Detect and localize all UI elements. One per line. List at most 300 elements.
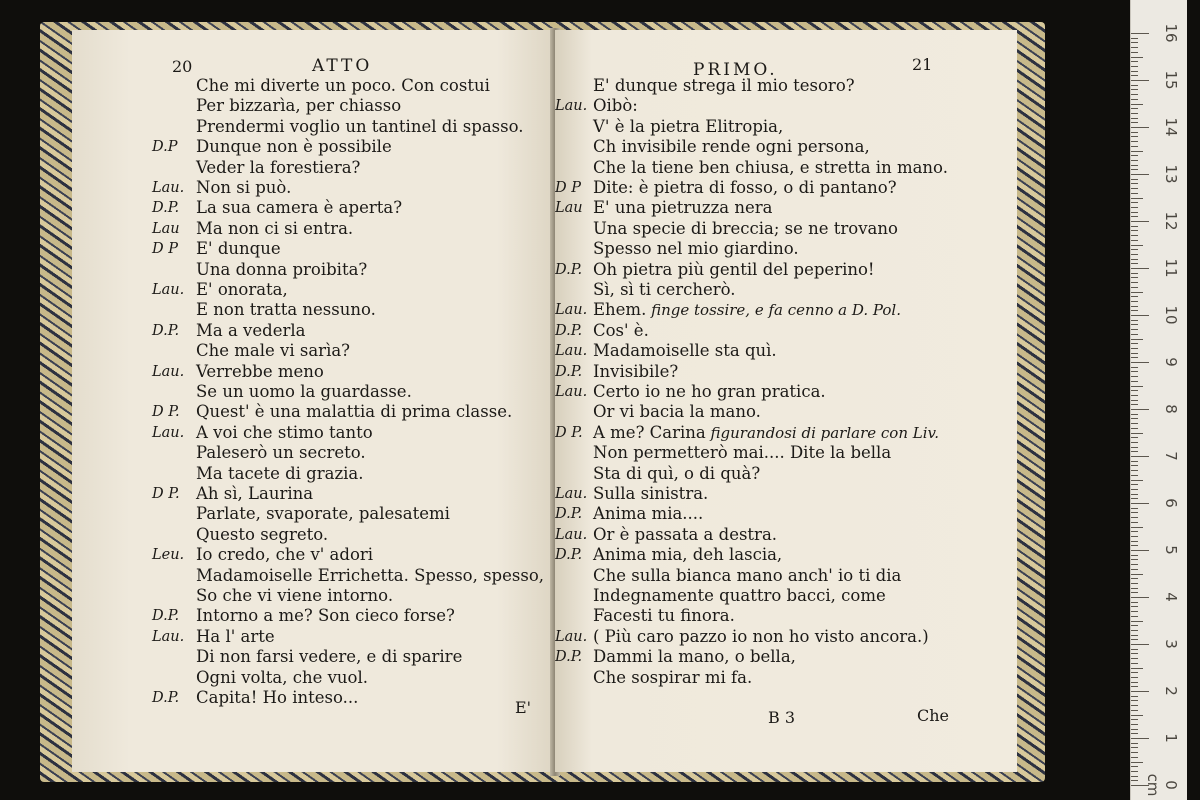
ruler-tick <box>1131 780 1138 781</box>
speaker-label: D P <box>555 180 581 196</box>
text-line <box>555 341 1017 362</box>
speaker-label: Lau. <box>152 628 185 645</box>
ruler-number: 13 <box>1162 164 1180 184</box>
verse-text: E' dunque <box>196 239 281 259</box>
ruler-tick <box>1131 691 1149 692</box>
ruler-tick <box>1131 762 1143 763</box>
ruler-tick <box>1131 230 1138 231</box>
text-line <box>72 586 555 607</box>
text-line <box>555 484 1017 505</box>
ruler-tick <box>1131 146 1138 147</box>
ruler-tick <box>1131 367 1138 368</box>
right-page-number: 21 <box>912 55 933 74</box>
ruler-tick <box>1131 113 1138 114</box>
verse-text: Indegnamente quattro bacci, come <box>593 586 886 605</box>
ruler-tick <box>1131 484 1138 485</box>
text-line <box>555 627 1017 648</box>
ruler-tick <box>1131 188 1138 189</box>
text-line <box>72 280 555 301</box>
ruler-tick <box>1131 531 1138 532</box>
text-line <box>555 586 1017 607</box>
verse-text: A me? Carina figurandosi di parlare con Liv. <box>593 422 939 442</box>
right-signature-mark: B 3 <box>768 708 796 727</box>
ruler-tick <box>1131 747 1138 748</box>
ruler-tick <box>1131 555 1138 556</box>
ruler-tick <box>1131 447 1138 448</box>
ruler-number: 11 <box>1162 258 1180 278</box>
ruler-tick <box>1131 658 1138 659</box>
ruler-number: 2 <box>1162 686 1180 696</box>
ruler-tick <box>1131 451 1138 452</box>
ruler-number: 6 <box>1162 498 1180 508</box>
text-line <box>72 178 555 199</box>
ruler-tick <box>1131 569 1138 570</box>
ruler-tick <box>1131 719 1138 720</box>
ruler-tick <box>1131 132 1138 133</box>
ruler-tick <box>1131 456 1149 457</box>
verse-text: Sulla sinistra. <box>593 484 709 503</box>
verse-text: Ma non ci si entra. <box>196 218 354 238</box>
verse-text: Non si può. <box>196 178 292 197</box>
ruler-tick <box>1131 306 1138 307</box>
text-line <box>555 178 1017 199</box>
verse-text: Di non farsi vedere, e di sparire <box>196 647 463 667</box>
verse-text: Facesti tu finora. <box>593 606 735 626</box>
ruler-tick <box>1131 686 1138 687</box>
text-line <box>555 668 1017 689</box>
verse-text: Ma a vederla <box>196 320 306 340</box>
ruler-tick <box>1131 602 1138 603</box>
ruler-tick <box>1131 193 1138 194</box>
text-line <box>555 76 1017 97</box>
ruler-tick <box>1131 480 1143 481</box>
ruler-tick <box>1131 592 1138 593</box>
ruler-tick <box>1131 545 1138 546</box>
ruler-tick <box>1131 259 1138 260</box>
text-line <box>555 300 1017 321</box>
ruler-tick <box>1131 151 1143 152</box>
ruler-tick <box>1131 47 1138 48</box>
ruler-tick <box>1131 235 1138 236</box>
verse-text: Ch invisibile rende ogni persona, <box>593 137 870 157</box>
speaker-label: D.P. <box>555 261 583 278</box>
text-line <box>555 504 1017 525</box>
verse-text: E' dunque strega il mio tesoro? <box>593 76 855 95</box>
ruler-tick <box>1131 245 1143 246</box>
ruler-tick <box>1131 776 1138 777</box>
verse-text: Verrebbe meno <box>196 361 324 381</box>
ruler-tick <box>1131 574 1143 575</box>
verse-text: Una specie di breccia; se ne trovano <box>593 218 898 238</box>
ruler-tick <box>1131 578 1138 579</box>
ruler-tick <box>1131 395 1138 396</box>
ruler-tick <box>1131 418 1138 419</box>
speaker-label: Lau. <box>555 343 588 360</box>
text-line <box>72 321 555 342</box>
ruler-tick <box>1131 743 1138 744</box>
verse-text: Certo io ne ho gran pratica. <box>593 382 826 401</box>
speaker-label: Lau. <box>555 628 588 645</box>
ruler-tick <box>1131 649 1138 650</box>
speaker-label: D P. <box>555 424 583 441</box>
text-line <box>72 158 555 179</box>
verse-text: Dunque non è possibile <box>196 137 392 157</box>
verse-text: So che vi viene intorno. <box>196 586 394 605</box>
ruler-tick <box>1131 409 1149 410</box>
ruler-tick <box>1131 57 1143 58</box>
verse-text: Quest' è una malattia di prima classe. <box>196 402 513 422</box>
text-line <box>555 117 1017 138</box>
text-line <box>72 219 555 240</box>
ruler-tick <box>1131 682 1138 683</box>
speaker-label: Lau. <box>555 384 588 400</box>
text-line <box>555 647 1017 668</box>
verse-text: Paleserò un secreto. <box>196 443 366 463</box>
ruler-tick <box>1131 61 1138 62</box>
ruler-tick <box>1131 80 1149 81</box>
speaker-label: D.P. <box>555 363 583 380</box>
ruler-tick <box>1131 343 1138 344</box>
ruler-tick <box>1131 611 1138 612</box>
ruler-tick <box>1131 221 1149 222</box>
ruler-tick <box>1131 489 1138 490</box>
speaker-label: D.P. <box>555 547 583 564</box>
text-line <box>555 382 1017 403</box>
text-line <box>72 382 555 403</box>
text-line <box>555 96 1017 117</box>
ruler-number: 4 <box>1162 592 1180 602</box>
left-running-head: ATTO <box>312 56 373 76</box>
ruler-tick <box>1131 357 1138 358</box>
text-line <box>72 96 555 117</box>
verse-text: Per bizzarìa, per chiasso <box>196 96 402 116</box>
text-line <box>72 464 555 485</box>
text-line <box>555 219 1017 240</box>
ruler-tick <box>1131 108 1138 109</box>
speaker-label: D P <box>152 241 178 258</box>
speaker-label: D.P. <box>152 690 180 706</box>
verse-text: Sì, sì ti cercherò. <box>593 280 736 299</box>
left-page <box>72 30 555 772</box>
ruler-tick <box>1131 66 1138 67</box>
text-line <box>555 362 1017 383</box>
ruler-tick <box>1131 94 1138 95</box>
ruler-tick <box>1131 522 1138 523</box>
text-line <box>555 545 1017 566</box>
speaker-label: D.P. <box>152 200 180 217</box>
ruler-tick <box>1131 465 1138 466</box>
verse-text: Anima mia, deh lascia, <box>593 545 783 565</box>
ruler-tick <box>1131 198 1143 199</box>
ruler-tick <box>1131 653 1138 654</box>
ruler-tick <box>1131 310 1138 311</box>
text-line <box>72 198 555 219</box>
ruler-tick <box>1131 414 1138 415</box>
speaker-label: Lau. <box>555 526 588 543</box>
speaker-label: D.P. <box>152 608 180 625</box>
stage-direction: finge tossire, e fa cenno a D. Pol. <box>646 301 901 320</box>
text-line <box>555 402 1017 423</box>
verse-text: Cos' è. <box>593 320 649 340</box>
ruler-tick <box>1131 508 1138 509</box>
ruler-tick <box>1131 705 1138 706</box>
speaker-label: Lau. <box>152 282 185 298</box>
text-line <box>72 76 555 97</box>
ruler-number: 5 <box>1162 545 1180 555</box>
ruler-tick <box>1131 202 1138 203</box>
ruler-tick <box>1131 400 1138 401</box>
text-line <box>72 423 555 444</box>
stage-direction: figurandosi di parlare con Liv. <box>705 423 939 442</box>
ruler-tick <box>1131 437 1138 438</box>
ruler-tick <box>1131 752 1138 753</box>
ruler-tick <box>1131 324 1138 325</box>
speaker-label: D P. <box>152 404 180 421</box>
verse-text: Che la tiene ben chiusa, e stretta in mano. <box>593 157 948 177</box>
verse-text: Io credo, che v' adori <box>196 545 374 565</box>
speaker-label: Lau. <box>555 302 588 319</box>
right-catchword: Che <box>917 706 950 725</box>
ruler-number: 0 cm <box>1144 773 1180 797</box>
left-page-number: 20 <box>172 57 193 76</box>
ruler-number: 8 <box>1162 404 1180 414</box>
ruler-tick <box>1131 630 1138 631</box>
ruler-tick <box>1131 263 1138 264</box>
speaker-label: Lau. <box>152 180 185 196</box>
text-line <box>555 239 1017 260</box>
text-line <box>555 260 1017 281</box>
text-line <box>555 158 1017 179</box>
verse-text: Capita! Ho inteso... <box>196 688 359 707</box>
ruler-tick <box>1131 738 1149 739</box>
text-line <box>555 321 1017 342</box>
ruler-tick <box>1131 329 1138 330</box>
verse-text: Una donna proibita? <box>196 259 368 279</box>
ruler-tick <box>1131 339 1143 340</box>
verse-text: Dammi la mano, o bella, <box>593 647 796 667</box>
ruler-tick <box>1131 320 1138 321</box>
ruler-tick <box>1131 503 1149 504</box>
ruler-tick <box>1131 390 1138 391</box>
verse-text: A voi che stimo tanto <box>196 422 373 442</box>
ruler-number: 15 <box>1162 70 1180 90</box>
ruler-tick <box>1131 89 1138 90</box>
ruler-tick <box>1131 99 1138 100</box>
ruler-tick <box>1131 136 1138 137</box>
ruler-tick <box>1131 334 1138 335</box>
speaker-label: Lau <box>152 220 180 237</box>
text-line <box>555 137 1017 158</box>
ruler-tick <box>1131 757 1138 758</box>
verse-text: E' onorata, <box>196 280 288 299</box>
ruler-tick <box>1131 606 1138 607</box>
verse-text: Che sospirar mi fa. <box>593 667 753 687</box>
ruler-tick <box>1131 386 1143 387</box>
verse-text: Ogni volta, che vuol. <box>196 667 369 687</box>
text-line <box>555 464 1017 485</box>
verse-text: Or vi bacia la mano. <box>593 402 761 422</box>
verse-text: Che sulla bianca mano anch' io ti dia <box>593 565 902 585</box>
ruler-tick <box>1131 527 1143 528</box>
ruler-tick <box>1131 282 1138 283</box>
speaker-label: Lau <box>555 200 583 217</box>
ruler-tick <box>1131 33 1149 34</box>
ruler-number: 1 <box>1162 733 1180 743</box>
text-line <box>555 443 1017 464</box>
ruler-tick <box>1131 292 1143 293</box>
ruler-tick <box>1131 733 1138 734</box>
verse-text: Oh pietra più gentil del peperino! <box>593 259 875 279</box>
text-line <box>72 484 555 505</box>
ruler-number: 7 <box>1162 451 1180 461</box>
speaker-label: Lau. <box>555 98 588 115</box>
ruler-number: 10 <box>1162 305 1180 325</box>
text-line <box>72 566 555 587</box>
ruler-tick <box>1131 710 1138 711</box>
speaker-label: D.P. <box>555 649 583 666</box>
ruler-tick <box>1131 644 1149 645</box>
ruler-tick <box>1131 724 1138 725</box>
text-line <box>72 627 555 648</box>
ruler-tick <box>1131 564 1138 565</box>
ruler-tick <box>1131 696 1138 697</box>
verse-text: Ah sì, Laurina <box>196 484 314 503</box>
ruler-tick <box>1131 165 1138 166</box>
ruler-tick <box>1131 174 1149 175</box>
ruler-tick <box>1131 583 1138 584</box>
verse-text: Che male vi sarìa? <box>196 341 351 361</box>
speaker-label: D P. <box>152 486 180 502</box>
verse-text: Ma tacete di grazia. <box>196 463 364 483</box>
text-line <box>555 198 1017 219</box>
ruler-tick <box>1131 494 1138 495</box>
ruler-tick <box>1131 315 1149 316</box>
ruler-tick <box>1131 371 1138 372</box>
verse-text: Non permetterò mai.... Dite la bella <box>593 443 892 463</box>
ruler-tick <box>1131 550 1149 551</box>
verse-text: Spesso nel mio giardino. <box>593 239 799 259</box>
ruler-tick <box>1131 512 1138 513</box>
ruler-tick <box>1131 249 1138 250</box>
speaker-label: D.P <box>152 139 178 156</box>
ruler-tick <box>1131 625 1138 626</box>
ruler-tick <box>1131 663 1138 664</box>
ruler-tick <box>1131 75 1138 76</box>
ruler-tick <box>1131 353 1138 354</box>
verse-text: Che mi diverte un poco. Con costui <box>196 76 490 95</box>
ruler-tick <box>1131 461 1138 462</box>
verse-text: Or è passata a destra. <box>593 524 778 544</box>
text-line <box>72 341 555 362</box>
ruler-tick <box>1131 254 1138 255</box>
ruler-tick <box>1131 85 1138 86</box>
left-catchword: E' <box>515 698 532 717</box>
text-line <box>72 239 555 260</box>
ruler-tick <box>1131 169 1138 170</box>
ruler-number: 14 <box>1162 117 1180 137</box>
ruler-tick <box>1131 179 1138 180</box>
ruler-tick <box>1131 71 1138 72</box>
verse-text: Ha l' arte <box>196 626 275 646</box>
verse-text: Ehem. finge tossire, e fa cenno a D. Pol. <box>593 300 901 320</box>
verse-text: Veder la forestiera? <box>196 157 361 177</box>
ruler-tick <box>1131 155 1138 156</box>
text-line <box>72 606 555 627</box>
verse-text: Prendermi voglio un tantinel di spasso. <box>196 116 524 136</box>
speaker-label: D.P. <box>152 322 180 339</box>
ruler-tick <box>1131 588 1138 589</box>
ruler-tick <box>1131 104 1143 105</box>
ruler-tick <box>1131 541 1138 542</box>
ruler-number: 3 <box>1162 639 1180 649</box>
ruler-tick <box>1131 141 1138 142</box>
ruler-tick <box>1131 348 1138 349</box>
ruler-tick <box>1131 216 1138 217</box>
ruler-tick <box>1131 616 1138 617</box>
verse-text: V' è la pietra Elitropia, <box>593 116 784 136</box>
ruler-tick <box>1131 559 1138 560</box>
verse-text: Anima mia.... <box>593 504 704 524</box>
text-line <box>555 566 1017 587</box>
text-line <box>72 260 555 281</box>
ruler-tick <box>1131 700 1138 701</box>
text-line <box>555 423 1017 444</box>
ruler-tick <box>1131 475 1138 476</box>
text-line <box>72 300 555 321</box>
verse-text: E' una pietruzza nera <box>593 198 773 218</box>
verse-text: Se un uomo la guardasse. <box>196 382 412 401</box>
text-line <box>555 280 1017 301</box>
speaker-label: Leu. <box>152 547 185 564</box>
ruler-tick <box>1131 536 1138 537</box>
text-line <box>72 647 555 668</box>
speaker-label: Lau. <box>152 424 185 441</box>
ruler-tick <box>1131 766 1138 767</box>
speaker-label: Lau. <box>555 486 588 502</box>
measurement-ruler <box>1130 0 1187 800</box>
ruler-tick <box>1131 423 1138 424</box>
verse-text: Madamoiselle sta quì. <box>593 341 777 361</box>
text-line <box>72 362 555 383</box>
ruler-tick <box>1131 212 1138 213</box>
ruler-tick <box>1131 273 1138 274</box>
verse-text: Oibò: <box>593 96 638 116</box>
ruler-number: 9 <box>1162 357 1180 367</box>
text-line <box>72 525 555 546</box>
ruler-number: 16 <box>1162 23 1180 43</box>
ruler-tick <box>1131 621 1143 622</box>
text-line <box>72 668 555 689</box>
text-line <box>72 117 555 138</box>
ruler-tick <box>1131 376 1138 377</box>
verse-text: Parlate, svaporate, palesatemi <box>196 504 450 524</box>
verse-text: Intorno a me? Son cieco forse? <box>196 606 455 626</box>
ruler-tick <box>1131 226 1138 227</box>
speaker-label: D.P. <box>555 322 583 339</box>
ruler-tick <box>1131 672 1138 673</box>
ruler-tick <box>1131 635 1138 636</box>
text-line <box>72 443 555 464</box>
verse-text: Sta di quì, o di quà? <box>593 463 761 483</box>
ruler-tick <box>1131 498 1138 499</box>
ruler-tick <box>1131 470 1138 471</box>
speaker-label: Lau. <box>152 363 185 380</box>
ruler-tick <box>1131 715 1143 716</box>
ruler-tick <box>1131 677 1138 678</box>
ruler-tick <box>1131 404 1138 405</box>
ruler-tick <box>1131 729 1138 730</box>
verse-text: Dite: è pietra di fosso, o di pantano? <box>593 178 897 197</box>
